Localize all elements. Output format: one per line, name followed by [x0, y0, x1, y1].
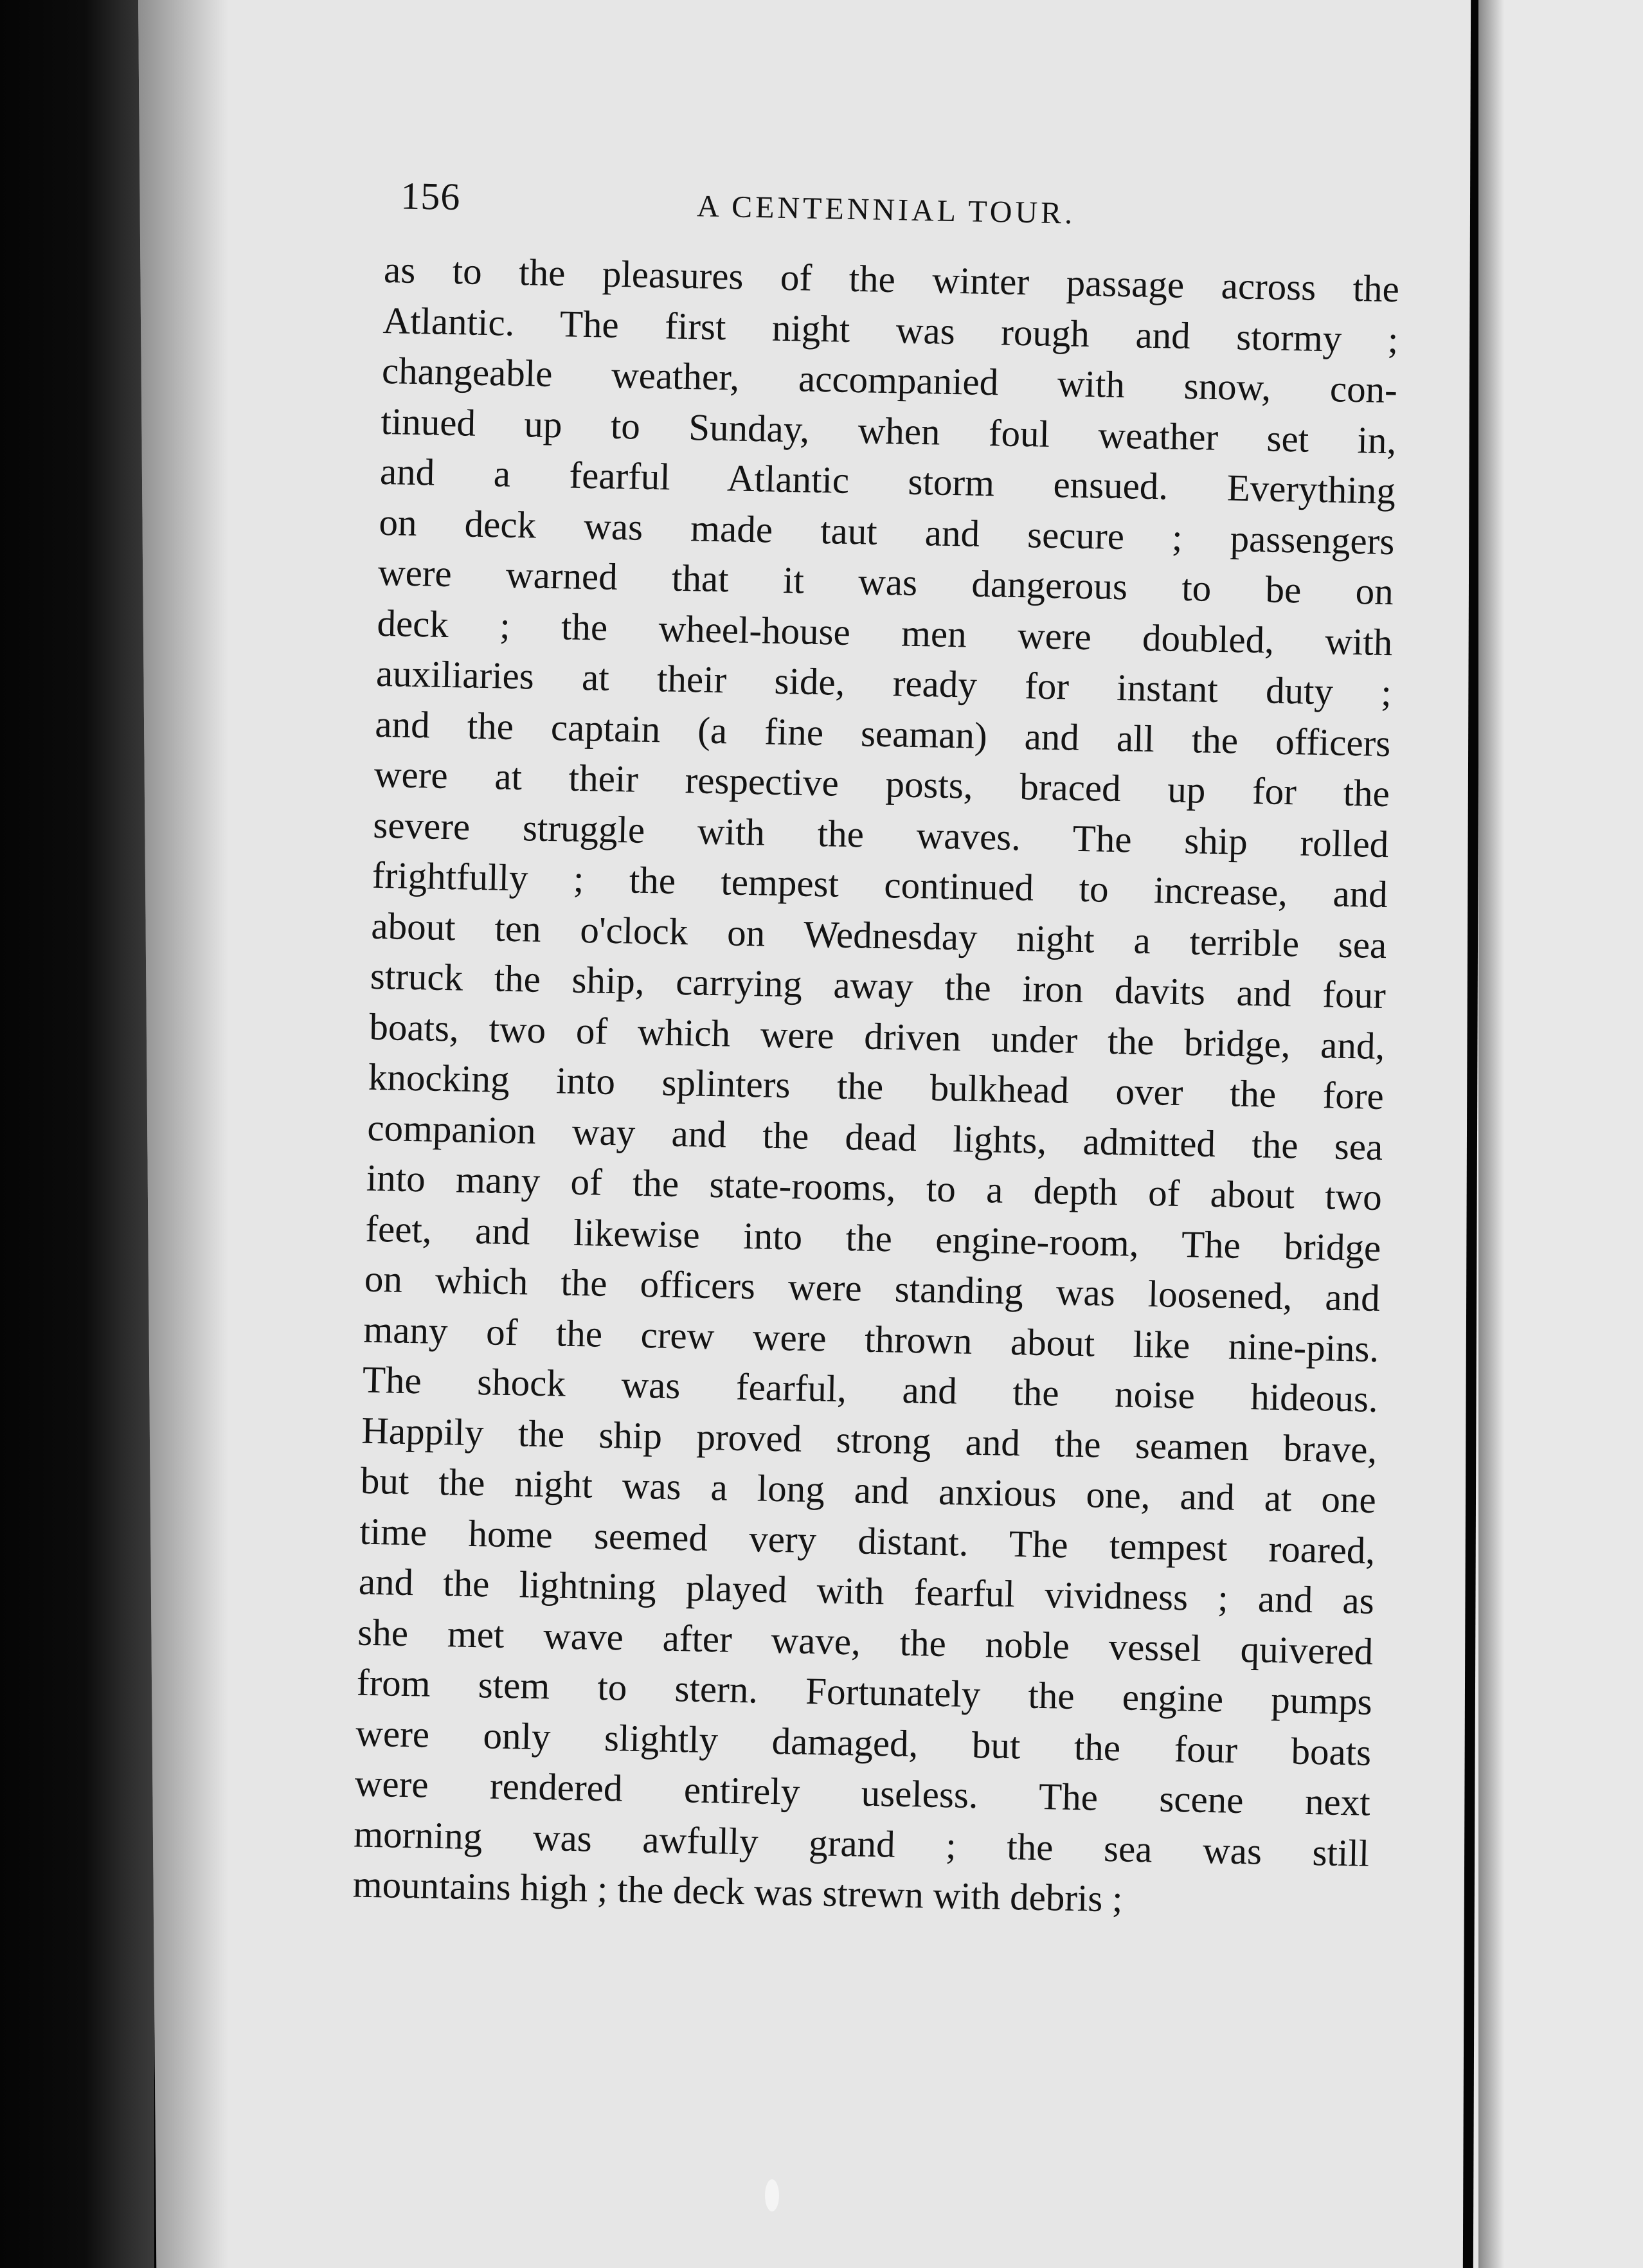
text-line: Atlantic. The first night was rough and stormy ; — [382, 298, 1399, 361]
body-text — [352, 244, 1399, 1929]
text-line: boats, two of which were driven under the bridge, and, — [368, 1005, 1385, 1067]
running-title: A CENTENNIAL TOUR. — [696, 189, 1076, 231]
text-line: feet, and likewise into the engine-room, The bridge — [364, 1207, 1381, 1269]
text-line: frightfully ; the tempest continued to increase, and — [372, 853, 1388, 916]
text-line: knocking into splinters the bulkhead over the fore — [368, 1055, 1385, 1118]
text-line: were at their respective posts, braced up for the — [373, 752, 1390, 815]
text-line: morning was awfully grand ; the sea was still — [353, 1812, 1370, 1875]
text-line: companion way and the dead lights, admitted the sea — [366, 1106, 1383, 1168]
text-line: were only slightly damaged, but the four boats — [355, 1711, 1372, 1774]
text-line: from stem to stern. Fortunately the engine pumps — [356, 1661, 1373, 1723]
page-number: 156 — [400, 174, 461, 219]
text-line: she met wave after wave, the noble vessel quivered — [357, 1610, 1374, 1673]
page-text-block — [352, 174, 1401, 1929]
text-line: on deck was made taut and secure ; passengers — [378, 500, 1395, 562]
text-line: many of the crew were thrown about like nine-pins. — [363, 1308, 1379, 1370]
text-line: about ten o'clock on Wednesday night a terrible sea — [370, 904, 1387, 966]
text-line: deck ; the wheel-house men were doubled, with — [376, 601, 1393, 663]
text-line: changeable weather, accompanied with snow, con- — [381, 348, 1398, 411]
text-line: Happily the ship proved strong and the seamen brave, — [361, 1408, 1378, 1471]
adjacent-page-shadow — [1478, 0, 1504, 2268]
text-line: time home seemed very distant. The tempest roared, — [359, 1509, 1376, 1572]
paper-speck — [765, 2179, 779, 2211]
text-line: on which the officers were standing was loosened, and — [364, 1257, 1381, 1320]
text-line: auxiliaries at their side, ready for instant duty ; — [375, 651, 1392, 714]
adjacent-page — [1478, 0, 1643, 2268]
text-line: but the night was a long and anxious one, and at one — [360, 1459, 1377, 1521]
text-line: severe struggle with the waves. The ship rolled — [372, 803, 1389, 865]
text-line: The shock was fearful, and the noise hideous. — [362, 1358, 1379, 1420]
text-line: and the captain (a fine seaman) and all the officers — [374, 702, 1391, 764]
text-line: tinued up to Sunday, when foul weather set in, — [380, 399, 1397, 462]
book-binding-edge — [0, 0, 154, 2268]
text-line: struck the ship, carrying away the iron davits and four — [370, 954, 1387, 1017]
text-line: and the lightning played with fearful vividness ; and as — [358, 1560, 1375, 1622]
text-line: and a fearful Atlantic storm ensued. Everything — [379, 449, 1396, 512]
text-line: were warned that it was dangerous to be on — [377, 550, 1394, 613]
text-line: mountains high ; the deck was strewn with debris ; — [352, 1862, 1124, 1920]
text-line: into many of the state-rooms, to a depth of about two — [366, 1156, 1383, 1219]
text-line: were rendered entirely useless. The scene next — [354, 1761, 1371, 1824]
text-line: as to the pleasures of the winter passage across the — [383, 248, 1400, 310]
